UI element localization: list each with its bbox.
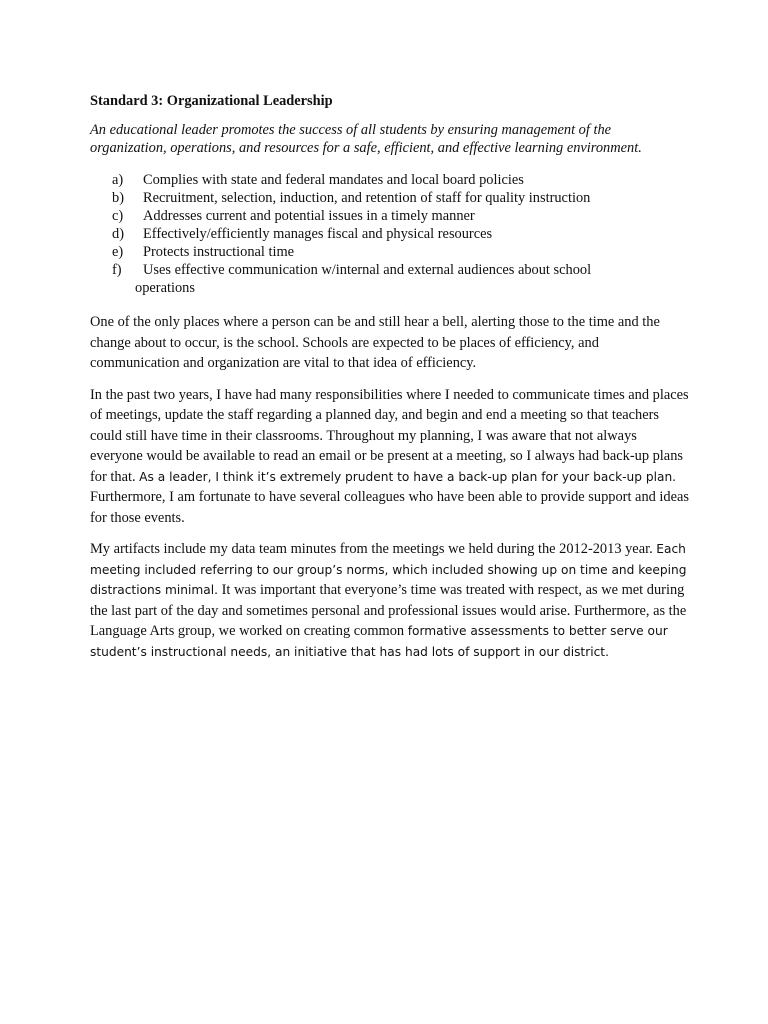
paragraph-3-text-c: It was important that everyone’s time was treated with respect, as we met during the last part of the day and sometimes personal and professional issues would arise. Furthermore, as the Language Arts group, we worked on creating common <box>90 582 687 639</box>
list-item <box>90 261 690 297</box>
list-item-text: Addresses current and potential issues in a timely manner <box>143 208 475 224</box>
standard-description: An educational leader promotes the success of all students by ensuring management of the organization, operations, and resources for a safe, efficient, and effective learning environment. <box>90 122 642 156</box>
body-paragraph-1: One of the only places where a person can be and still hear a bell, alerting those to the time and the change about to occur, is the school. Schools are expected to be places of efficiency, and communication and organization are vital to that idea of efficiency. <box>90 314 660 371</box>
list-item-text: Complies with state and federal mandates and local board policies <box>143 172 524 188</box>
document-page <box>90 92 690 673</box>
body-paragraph-2 <box>90 385 690 529</box>
paragraph-3-text-b: Each meeting included referring to our group’s norms, which included showing up on time and keeping distractions minimal. <box>90 542 687 597</box>
list-item <box>90 189 690 207</box>
paragraph-3-text-a: My artifacts include my data team minutes from the meetings we held during the 2012-2013 year. <box>90 541 653 557</box>
list-item-text: Recruitment, selection, induction, and retention of staff for quality instruction <box>143 190 591 206</box>
paragraph-3-text-d: formative assessments to better serve our student’s instructional needs, an initiative that has had lots of support in our district. <box>90 624 668 659</box>
list-item-text: Effectively/efficiently manages fiscal and physical resources <box>143 226 493 242</box>
list-item <box>90 207 690 225</box>
list-item <box>90 225 690 243</box>
list-marker: f) <box>112 262 122 278</box>
paragraph-2-text-b: As a leader, I think it’s extremely prudent to have a back-up plan for your back-up plan. <box>139 469 677 484</box>
list-marker: e) <box>112 244 124 260</box>
standard-heading: Standard 3: Organizational Leadership <box>90 93 333 109</box>
list-item-continuation: operations <box>135 280 195 296</box>
body-paragraph-3 <box>90 539 690 662</box>
list-item <box>90 243 690 261</box>
list-item <box>90 171 690 189</box>
list-marker: b) <box>112 190 124 206</box>
list-item-text: Uses effective communication w/internal and external audiences about school <box>143 262 592 278</box>
paragraph-2-text-c: Furthermore, I am fortunate to have several colleagues who have been able to provide support and ideas for those events. <box>90 489 689 526</box>
list-marker: a) <box>112 172 124 188</box>
list-marker: c) <box>112 208 124 224</box>
paragraph-2-text-a: In the past two years, I have had many responsibilities where I needed to communicate times and places of meetings, update the staff regarding a planned day, and begin and end a meeting so that teachers could still have time in their classrooms. Throughout my planning, I was aware that not always everyone would be available to read an email or be present at a meeting, so I always had back-up plans for that. <box>90 386 689 485</box>
list-item-text: Protects instructional time <box>143 244 295 260</box>
list-marker: d) <box>112 226 124 242</box>
criteria-list <box>90 171 690 297</box>
